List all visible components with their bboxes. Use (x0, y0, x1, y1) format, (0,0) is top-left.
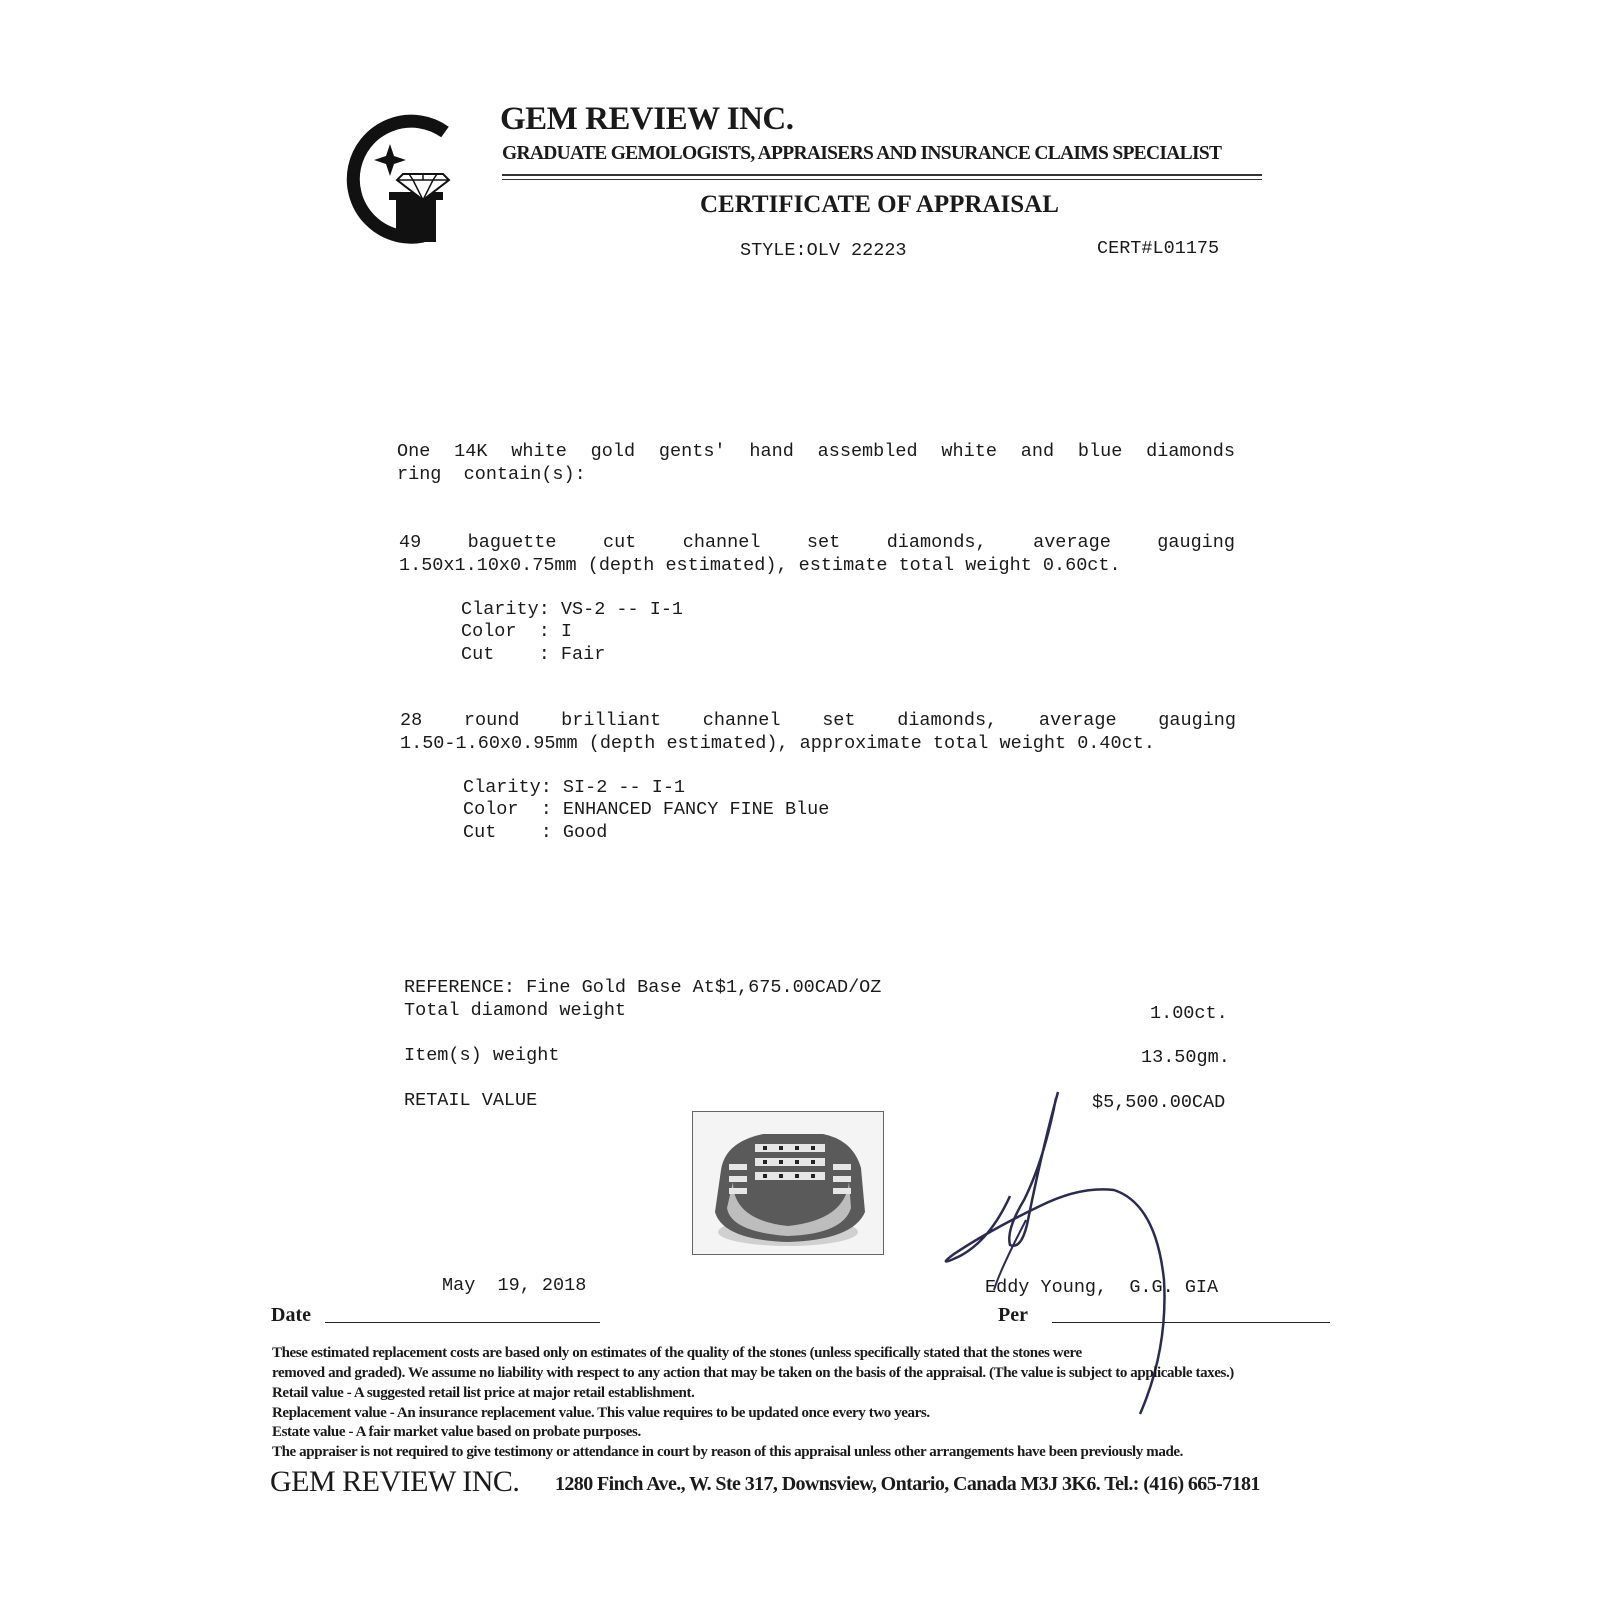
certificate-number: CERT#L01175 (1097, 238, 1220, 259)
footer-company-name: GEM REVIEW INC. (270, 1465, 520, 1498)
cut-grade: Cut : Good (463, 822, 608, 843)
disclaimer-line: removed and graded). We assume no liability with respect to any action that may be taken on the basis of the appraisal. (The value is subject to applicable taxes.) (272, 1365, 1234, 1381)
item-description-line: ring contain(s): (397, 464, 586, 485)
cut-grade: Cut : Fair (461, 644, 606, 665)
date-signature-line (325, 1322, 600, 1323)
clarity-grade: Clarity: VS-2 -- I-1 (461, 599, 684, 620)
item-description-line: One 14K white gold gents' hand assembled white and blue diamonds (397, 441, 1235, 462)
disclaimer-line: These estimated replacement costs are based only on estimates of the quality of the stones (unless specifically stated that the stones were (272, 1345, 1082, 1361)
disclaimer-line: Estate value - A fair market value based on probate purposes. (272, 1424, 641, 1440)
reference-line: REFERENCE: Fine Gold Base At$1,675.00CAD/OZ (404, 977, 882, 998)
style-number: STYLE:OLV 22223 (740, 240, 907, 261)
total-diamond-weight-label: Total diamond weight (404, 1000, 627, 1021)
company-tagline: GRADUATE GEMOLOGISTS, APPRAISERS AND INSURANCE CLAIMS SPECIALIST (502, 143, 1222, 164)
footer-address: 1280 Finch Ave., W. Ste 317, Downsview, Ontario, Canada M3J 3K6. Tel.: (416) 665-7181 (555, 1473, 1260, 1495)
retail-value-amount: $5,500.00CAD (1092, 1092, 1226, 1113)
date-label: Date (271, 1304, 311, 1326)
stone-group-line: 1.50x1.10x0.75mm (depth estimated), estimate total weight 0.60ct. (399, 555, 1121, 576)
stone-group-line: 49 baguette cut channel set diamonds, average gauging (399, 532, 1235, 553)
company-name: GEM REVIEW INC. (500, 101, 794, 137)
item-weight-value: 13.50gm. (1141, 1047, 1230, 1068)
disclaimer-line: Replacement value - An insurance replacement value. This value requires to be updated once every two years. (272, 1405, 930, 1421)
stone-group-line: 28 round brilliant channel set diamonds, average gauging (400, 710, 1236, 731)
clarity-grade: Clarity: SI-2 -- I-1 (463, 777, 686, 798)
header-rule (502, 174, 1262, 176)
appraisal-date: May 19, 2018 (442, 1275, 587, 1296)
gem-review-logo-icon (333, 104, 458, 244)
disclaimer-line: The appraiser is not required to give testimony or attendance in court by reason of this appraisal unless other arrangements have been previously made. (272, 1444, 1183, 1460)
ring-photo (692, 1111, 884, 1255)
retail-value-label: RETAIL VALUE (404, 1090, 538, 1111)
color-grade: Color : ENHANCED FANCY FINE Blue (463, 799, 830, 820)
color-grade: Color : I (461, 621, 573, 642)
header-rule-thin (502, 179, 1262, 180)
total-diamond-weight-value: 1.00ct. (1150, 1003, 1228, 1024)
disclaimer-line: Retail value - A suggested retail list price at major retail establishment. (272, 1385, 695, 1401)
certificate-title: CERTIFICATE OF APPRAISAL (700, 191, 1059, 218)
per-label: Per (998, 1304, 1028, 1326)
appraiser-name: Eddy Young, G.G. GIA (985, 1277, 1219, 1298)
item-weight-label: Item(s) weight (404, 1045, 560, 1066)
stone-group-line: 1.50-1.60x0.95mm (depth estimated), approximate total weight 0.40ct. (400, 733, 1155, 754)
